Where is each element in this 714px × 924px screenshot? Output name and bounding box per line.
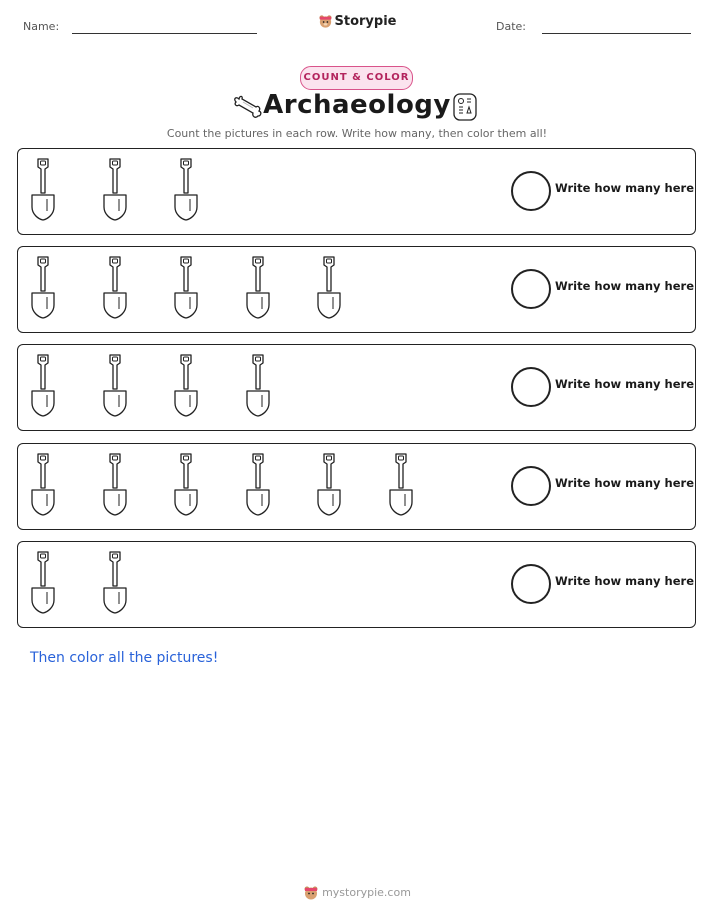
shovel-icon [30,550,56,614]
shovel-icon [388,452,414,516]
answer-label: Write how many here [555,475,694,490]
counting-row [17,148,696,235]
page-title: Archaeology [263,90,451,120]
answer-label: Write how many here [555,573,694,588]
answer-label: Write how many here [555,181,694,195]
footer-url: mystorypie.com [322,886,411,899]
instructions: Count the pictures in each row. Write how many, then color them all! [166,127,548,140]
shovel-icon [102,550,128,614]
shovel-icon [173,157,199,221]
name-label: Name: [23,20,60,33]
shovel-icon [173,452,199,516]
shovel-icon [316,452,342,516]
shovel-icon [30,452,56,516]
name-line[interactable] [72,33,257,34]
shovel-icon [102,353,128,417]
ancient-tablet-icon [452,92,478,122]
answer-circle[interactable] [511,269,551,309]
shovel-icon [316,255,342,319]
bear-logo-icon [318,14,333,29]
counting-row [17,246,696,333]
shovel-icon [102,157,128,221]
color-instruction: Then color all the pictures! [30,650,219,666]
bear-logo-icon [303,885,319,901]
shovel-icon [30,353,56,417]
brand-logo [0,14,714,29]
shovel-icon [245,353,271,417]
shovel-icon [173,353,199,417]
counting-row [17,344,696,431]
counting-row [17,541,696,628]
shovel-icon [102,255,128,319]
counting-row [17,443,696,530]
answer-label: Write how many here [555,279,694,294]
shovel-icon [30,255,56,319]
shovel-icon [245,255,271,319]
answer-label: Write how many here [555,377,694,392]
footer-brand [0,885,714,901]
brand-name: Storypie [334,14,397,29]
answer-circle[interactable] [511,466,551,506]
answer-circle[interactable] [511,171,551,211]
shovel-icon [102,452,128,516]
date-label: Date: [496,20,526,33]
shovel-icon [30,157,56,221]
shovel-icon [245,452,271,516]
category-badge: COUNT & COLOR [300,66,413,90]
answer-circle[interactable] [511,564,551,604]
answer-circle[interactable] [511,367,551,407]
shovel-icon [173,255,199,319]
date-line[interactable] [542,33,691,34]
